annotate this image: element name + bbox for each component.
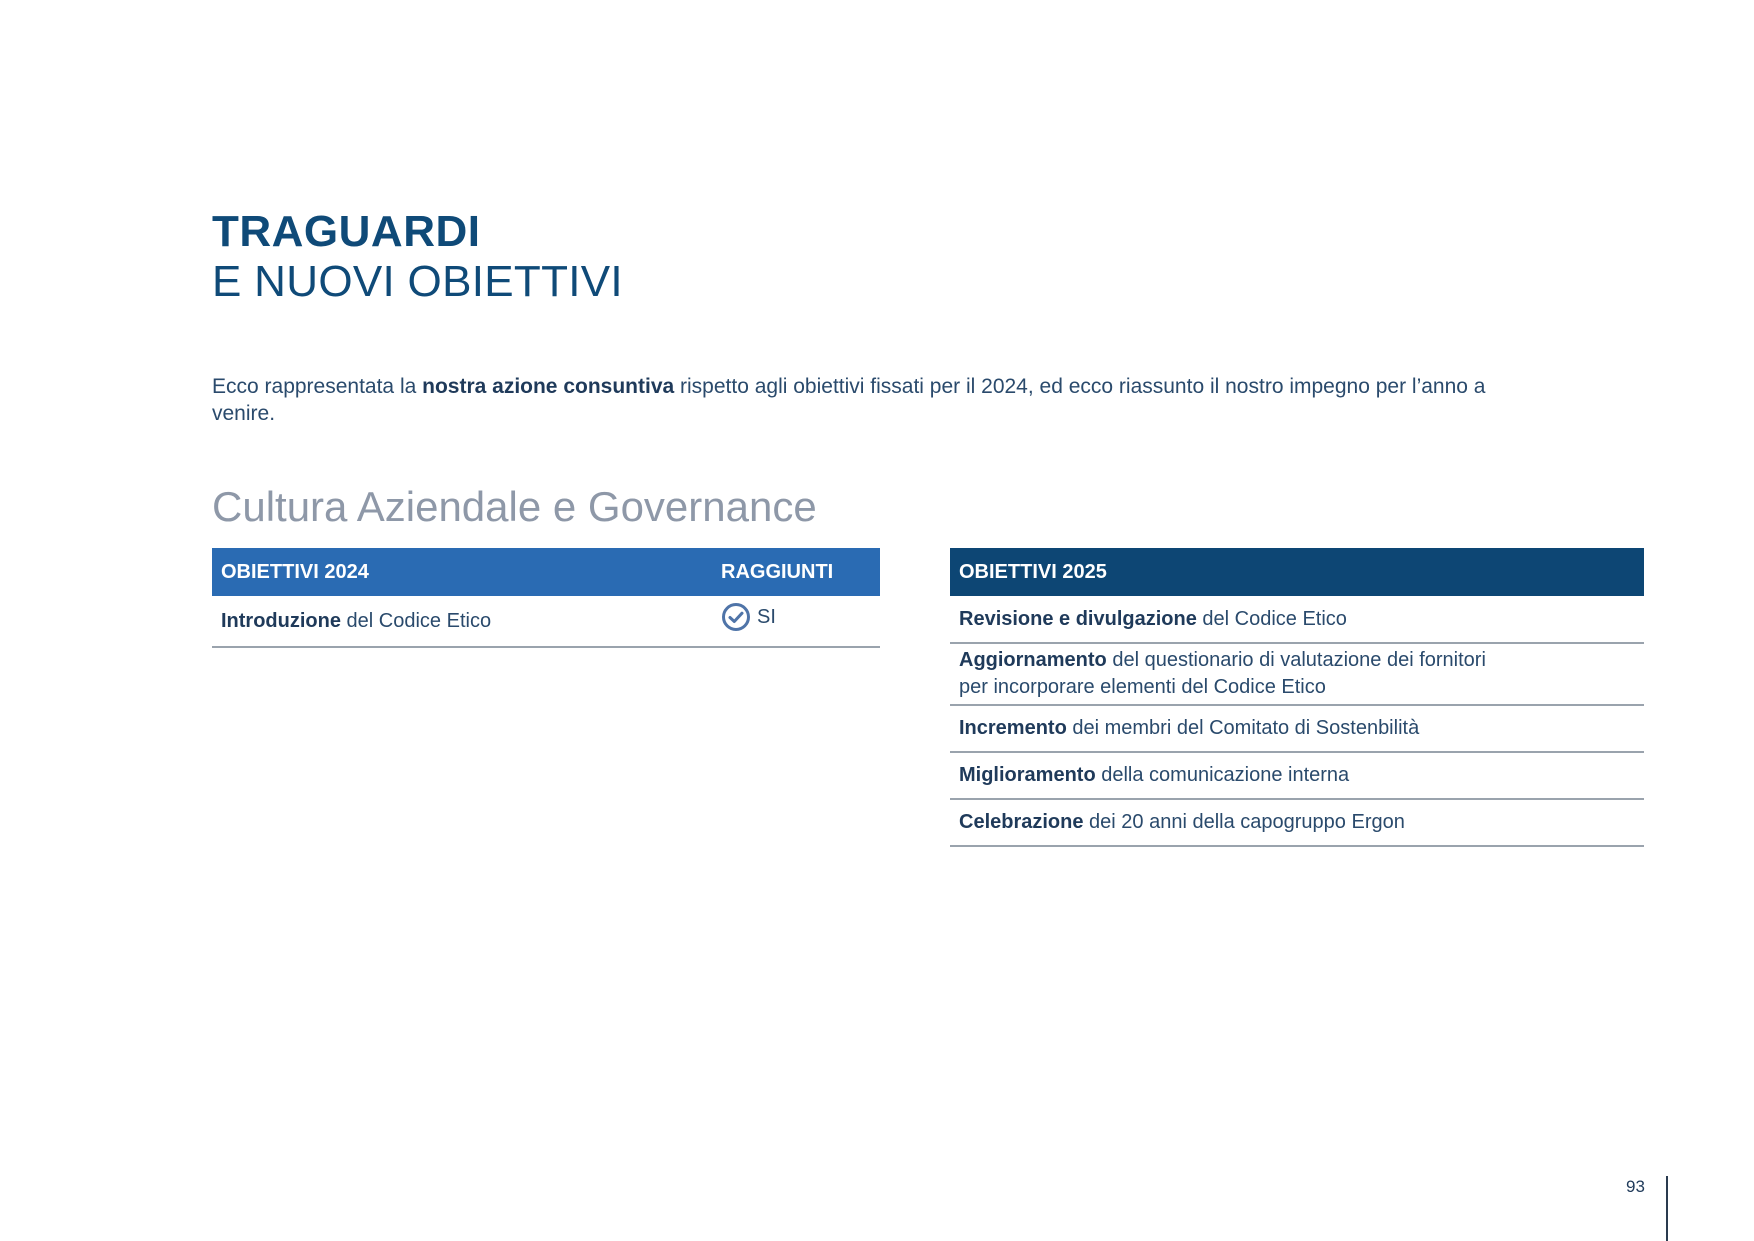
objective-cell	[212, 596, 712, 647]
objective-keyword: Miglioramento	[959, 764, 1096, 786]
page-title	[212, 208, 623, 308]
check-circle-icon	[721, 602, 751, 632]
table-row	[212, 596, 880, 647]
table-header-row	[212, 548, 880, 596]
objective-text: della comunicazione interna	[1095, 764, 1350, 786]
objective-text: del questionario di valutazione dei fornitori	[1106, 649, 1486, 671]
objective-cell	[950, 752, 1644, 799]
objective-cell	[950, 643, 1644, 705]
intro-text-bold: nostra azione consuntiva	[422, 375, 675, 398]
objective-keyword: Revisione e divulgazione	[959, 607, 1197, 630]
objective-cell	[950, 596, 1644, 643]
table-row	[950, 752, 1644, 799]
page-number-divider	[1666, 1176, 1668, 1241]
objective-cell	[950, 799, 1644, 846]
intro-text-1: Ecco rappresentata la	[212, 375, 423, 398]
table-row	[950, 799, 1644, 846]
objective-text-line-2: per incorporare elementi del Codice Etico	[959, 676, 1326, 698]
achieved-status	[721, 602, 776, 632]
objective-text: dei 20 anni della capogruppo Ergon	[1083, 811, 1405, 833]
table-row	[950, 596, 1644, 643]
objectives-2024-table	[212, 548, 880, 648]
table-row	[950, 705, 1644, 752]
column-header-objectives-2025: OBIETTIVI 2025	[950, 548, 1644, 596]
section-title: Cultura Aziendale e Governance	[212, 483, 817, 530]
column-header-achieved: RAGGIUNTI	[712, 548, 880, 596]
objective-keyword: Introduzione	[221, 609, 341, 632]
title-sub: E NUOVI OBIETTIVI	[212, 257, 623, 306]
page-number: 93	[1626, 1177, 1645, 1196]
title-main: TRAGUARDI	[212, 207, 481, 256]
objective-text: del Codice Etico	[340, 609, 492, 632]
intro-paragraph	[212, 373, 1492, 427]
objective-keyword: Incremento	[959, 717, 1067, 739]
objective-text: dei membri del Comitato di Sostenbilità	[1066, 717, 1420, 739]
achieved-status-text: SI	[757, 605, 776, 628]
objective-cell	[950, 705, 1644, 752]
objective-text: del Codice Etico	[1196, 607, 1347, 630]
objective-keyword: Aggiornamento	[959, 649, 1107, 671]
intro-text-2: rispetto agli obiettivi fissati per il 2024, ed ecco riassunto il nostro impegno per l’anno a venire.	[212, 375, 1486, 425]
table-header-row	[950, 548, 1644, 596]
objectives-2025-table	[950, 548, 1644, 847]
table-row	[950, 643, 1644, 705]
objective-keyword: Celebrazione	[959, 811, 1084, 833]
achieved-cell	[712, 596, 880, 647]
column-header-objectives-2024: OBIETTIVI 2024	[212, 548, 712, 596]
